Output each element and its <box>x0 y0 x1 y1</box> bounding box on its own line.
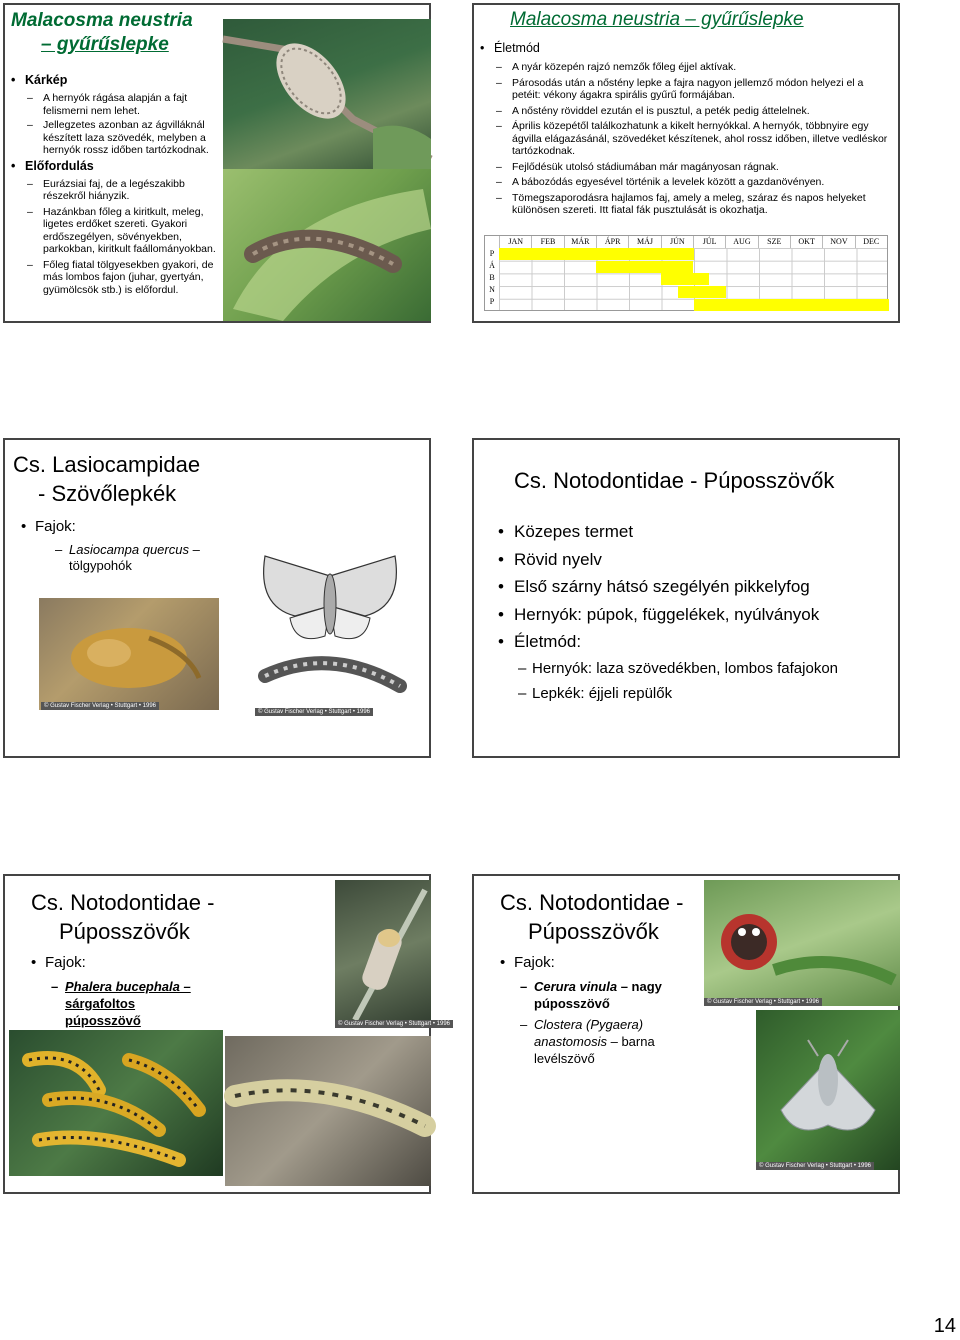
month-dec: DEC <box>855 236 887 248</box>
egg-ring-photo <box>223 19 431 169</box>
slide-phalera <box>3 874 451 1194</box>
slide3-species: – Lasiocampa quercus – tölgypohók <box>55 542 200 573</box>
copyright-1: © Gustav Fischer Verlag • Stuttgart • 1996 <box>41 702 159 710</box>
lasiocampa-drawing <box>255 546 405 716</box>
caterpillar-leaf-photo <box>223 169 431 321</box>
bar-larva <box>596 261 693 273</box>
eletmod-item-3: – A nőstény röviddel ezután el is pusztul, a peték pedig áttelelnek. <box>496 104 810 117</box>
month-maj: MÁJ <box>628 236 660 248</box>
clostera-name: anastomosis <box>534 1034 607 1049</box>
lasiocampa-common: tölgypohók <box>69 558 132 573</box>
bar-egg-1 <box>499 248 694 260</box>
eletmod-item-6: – A bábozódás egyesével történik a levelek között a gazdanövényen. <box>496 176 825 188</box>
slide6-species1: – Cerura vinula – nagy púposszövő <box>520 979 662 1011</box>
phalera-caterpillar-photo <box>225 1036 431 1186</box>
bar-adult <box>678 286 726 298</box>
eletmod-item-2: – Párosodás után a nőstény lepke a fajra nagyon jellemző módon helyezi el a petéit: vékony ágakra spirális gyűrű formájában. <box>496 76 864 101</box>
karkep-item-2: – Jellegzetes azonban az ágvilláknál készített laza szövedék, melyben a hernyók rossz időben tartózkodnak. <box>27 119 209 156</box>
heading-karkep: • Kárkép <box>11 73 68 87</box>
copyright-clostera: © Gustav Fischer Verlag • Stuttgart • 1996 <box>756 1162 874 1170</box>
stage-n: N <box>489 285 495 294</box>
stage-a: Á <box>489 261 495 270</box>
copyright-cerura: © Gustav Fischer Verlag • Stuttgart • 1996 <box>704 998 822 1006</box>
clostera-moth-photo <box>756 1010 900 1170</box>
trait-sub-1: – Hernyók: laza szövedékben, lombos fafajokon <box>518 659 839 677</box>
trait-item-3: • Első szárny hátsó szegélyén pikkelyfog <box>498 577 810 596</box>
elofordulas-item-2: – Hazánkban főleg a kiritkult, meleg, ligetes erdőket szereti. Gyakori erdőszegélyen, sövényekben, parkokban, kiritkult faállományokban. <box>27 205 216 255</box>
elofordulas-item-1: – Eurázsiai faj, de a legészakibb részekről hiányzik. <box>27 177 185 202</box>
heading-elofordulas: • Előfordulás <box>11 158 94 173</box>
slide4-body <box>494 518 894 706</box>
phalera-line2: sárgafoltos <box>65 996 136 1011</box>
heading-eletmod: • Életmód <box>480 41 540 55</box>
oak-eggar-photo <box>39 598 219 710</box>
trait-item-1: • Közepes termet <box>498 522 634 541</box>
month-apr: ÁPR <box>596 236 628 248</box>
month-sze: SZE <box>758 236 790 248</box>
slide-lasiocampidae <box>3 438 431 758</box>
slide5-title-line2: Púposszövők <box>59 919 190 944</box>
trait-item-2: • Rövid nyelv <box>498 549 602 569</box>
slide-malacosma-eletmod <box>472 3 900 323</box>
cerura-line2: púposszövő <box>534 996 610 1011</box>
slide6-title <box>500 888 683 946</box>
clostera-line3: levélszövő <box>534 1051 595 1066</box>
page-number: 14 <box>933 1315 956 1337</box>
bar-pupa <box>661 273 709 285</box>
cerura-caterpillar-photo <box>704 880 900 1006</box>
month-okt: OKT <box>790 236 822 248</box>
cerura-name: Cerura vinula <box>534 979 618 994</box>
slide-notodontidae-traits <box>472 438 900 758</box>
karkep-item-1: – A hernyók rágása alapján a fajt felismerni nem lehet. <box>27 92 188 117</box>
phalera-moth-photo <box>335 880 451 1028</box>
slide1-body <box>11 73 221 296</box>
calendar-stages <box>485 248 499 308</box>
slide5-title-line1: Cs. Notodontidae - <box>31 890 215 915</box>
month-feb: FEB <box>531 236 563 248</box>
slide2-title: Malacosma neustria – gyűrűslepke <box>510 9 804 30</box>
month-jun: JÚN <box>661 236 693 248</box>
month-jul: JÚL <box>693 236 725 248</box>
slide5-species: – Phalera bucephala – sárgafoltos púposszövő <box>51 979 191 1028</box>
month-aug: AUG <box>725 236 757 248</box>
calendar-grid <box>499 248 887 310</box>
slide1-title-line2: – gyűrűslepke <box>41 34 169 55</box>
trait-item-4: • Hernyók: púpok, függelékek, nyúlványok <box>498 604 820 624</box>
eletmod-item-7: – Tömegszaporodásra hajlamos faj, amely a meleg, száraz és napos helyeket különösen szereti. Itt fiatal fák pusztulását is okozhatja. <box>496 191 866 216</box>
eletmod-item-4: – Április közepétől találkozhatunk a kikelt hernyókkal. A hernyók, többnyire egy ágvilla elágazásánál, szövedéket készítenek, ahol rossz időben, illetve vedléskor tartózkodnak. <box>496 120 888 157</box>
slide3-title-line1: Cs. Lasiocampidae <box>13 452 201 477</box>
trait-sub-2: – Lepkék: éjjeli repülők <box>518 684 673 702</box>
life-cycle-calendar <box>484 235 888 311</box>
slide3-title-line2: - Szövőlepkék <box>38 481 177 506</box>
elofordulas-item-3: – Főleg fiatal tölgyesekben gyakori, de más lombos fajon (juhar, gyertyán, gyümölcsök stb.) is előfordul. <box>27 258 214 296</box>
slide3-title <box>13 450 200 508</box>
month-mar: MÁR <box>564 236 596 248</box>
clostera-line1: Clostera (Pygaera) <box>534 1017 644 1032</box>
copyright-2: © Gustav Fischer Verlag • Stuttgart • 1996 <box>255 708 373 716</box>
slide6-species2: – Clostera (Pygaera) anastomosis – barna levélszövő <box>520 1017 655 1066</box>
month-nov: NOV <box>822 236 854 248</box>
slide4-title: Cs. Notodontidae - Púposszövők <box>514 468 835 493</box>
copyright-phalera: © Gustav Fischer Verlag • Stuttgart • 1996 <box>335 1020 453 1028</box>
month-jan: JAN <box>499 236 531 248</box>
slide6-title-line2: Púposszövők <box>528 919 659 944</box>
slide2-body <box>480 41 892 217</box>
bar-egg-2 <box>694 299 889 311</box>
slide1-title <box>11 9 193 57</box>
eletmod-item-1: – A nyár közepén rajzó nemzők főleg éjjel aktívak. <box>496 61 737 73</box>
lasiocampa-name: Lasiocampa quercus <box>69 542 189 557</box>
slide6-title-line1: Cs. Notodontidae - <box>500 890 684 915</box>
slide6-fajok: • Fajok: <box>500 954 555 971</box>
slide-cerura <box>472 874 900 1194</box>
calendar-months <box>499 236 887 248</box>
slide3-fajok: • Fajok: <box>21 518 76 535</box>
slide5-title <box>31 888 214 946</box>
phalera-caterpillars-photo <box>9 1030 223 1176</box>
stage-p1: P <box>489 249 495 258</box>
phalera-line3: púposszövő <box>65 1013 141 1028</box>
phalera-line1: Phalera bucephala – <box>65 979 191 994</box>
trait-item-5: • Életmód: <box>498 632 582 651</box>
eletmod-item-5: – Fejlődésük utolsó stádiumában már magányosan rágnak. <box>496 160 779 173</box>
slide-malacosma-karkep <box>3 3 431 323</box>
slide1-title-line1: Malacosma neustria <box>11 10 193 31</box>
stage-p2: P <box>489 297 495 306</box>
slide5-fajok: • Fajok: <box>31 954 86 971</box>
stage-b: B <box>489 273 495 282</box>
